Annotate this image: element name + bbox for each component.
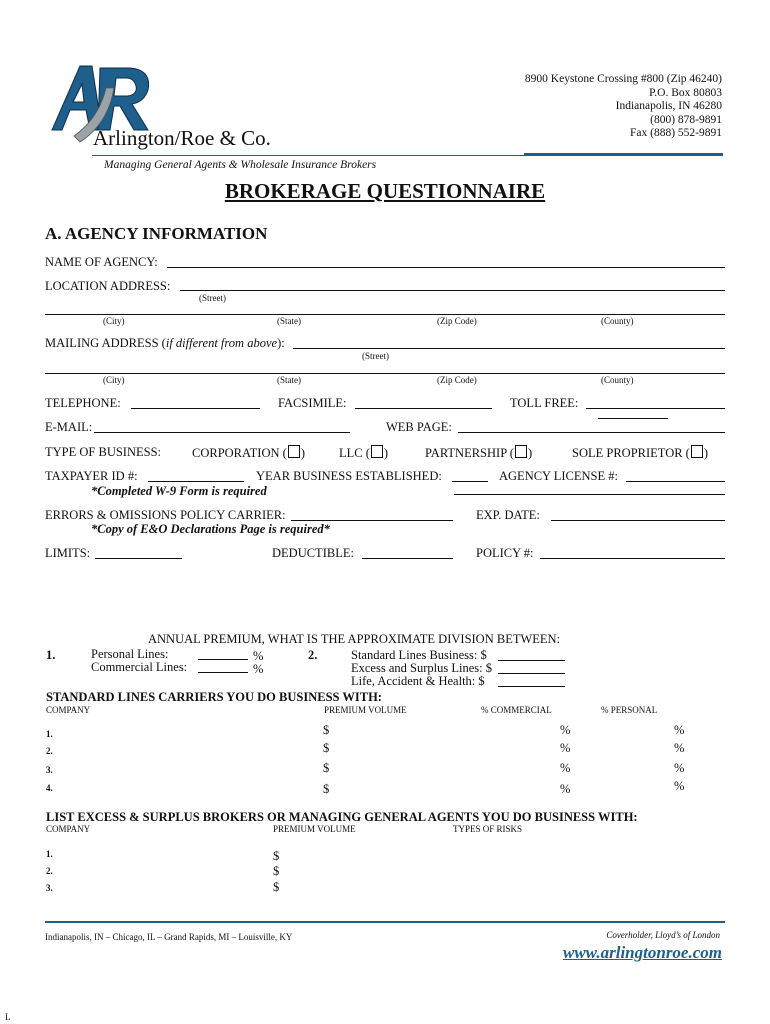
mailing-address-label: MAILING ADDRESS (if different from above): xyxy=(45,336,285,350)
standard-lines-field[interactable] xyxy=(498,660,565,661)
toll-free-field-2[interactable] xyxy=(598,418,668,419)
excess-lines-label: Excess and Surplus Lines: $ xyxy=(351,661,492,675)
county-caption: (County) xyxy=(601,375,634,385)
percent-sign: % xyxy=(674,779,685,793)
taxpayer-id-label: TAXPAYER ID #: xyxy=(45,469,138,483)
excess-lines-field[interactable] xyxy=(498,673,565,674)
toll-free-label: TOLL FREE: xyxy=(510,396,579,410)
personal-lines-field[interactable] xyxy=(198,659,248,660)
dollar-sign: $ xyxy=(273,880,280,894)
percent-sign: % xyxy=(674,741,685,755)
name-of-agency-field[interactable] xyxy=(167,267,725,268)
address-line: P.O. Box 80803 xyxy=(649,86,722,99)
column-header: PREMIUM VOLUME xyxy=(273,824,356,834)
footer-rule xyxy=(45,921,725,923)
zip-caption: (Zip Code) xyxy=(437,316,477,326)
address-line: Indianapolis, IN 46280 xyxy=(615,100,722,112)
year-established-label: YEAR BUSINESS ESTABLISHED: xyxy=(256,469,442,483)
address-line: 8900 Keystone Crossing #800 (Zip 46240) xyxy=(524,73,722,85)
percent-sign: % xyxy=(560,782,571,796)
premium-question: ANNUAL PREMIUM, WHAT IS THE APPROXIMATE DIVISION BETWEEN: xyxy=(148,632,561,646)
telephone-label: TELEPHONE: xyxy=(45,396,121,410)
state-caption: (State) xyxy=(277,375,301,385)
premium-item-1-number: 1. xyxy=(46,648,56,662)
email-label: E-MAIL: xyxy=(45,420,93,434)
zip-caption: (Zip Code) xyxy=(437,375,477,385)
percent-sign: % xyxy=(674,761,685,775)
partnership-option[interactable]: PARTNERSHIP ( ) xyxy=(425,446,533,460)
website-link[interactable]: www.arlingtonroe.com xyxy=(562,943,722,962)
city-caption: (City) xyxy=(103,375,125,385)
header-rule-left xyxy=(92,155,524,156)
state-caption: (State) xyxy=(277,316,301,326)
location-address-field[interactable] xyxy=(180,290,725,291)
column-header: COMPANY xyxy=(46,705,91,715)
commercial-lines-label: Commercial Lines: xyxy=(91,660,188,674)
corporation-option[interactable]: CORPORATION ( ) xyxy=(192,446,305,460)
street-caption: (Street) xyxy=(362,351,389,361)
dollar-sign: $ xyxy=(323,761,330,775)
row-number: 4. xyxy=(46,783,53,793)
limits-field[interactable] xyxy=(95,558,182,559)
row-number: 3. xyxy=(46,765,53,775)
tagline: Managing General Agents & Wholesale Insurance Brokers xyxy=(104,159,377,171)
dollar-sign: $ xyxy=(273,849,280,863)
eo-note: *Copy of E&O Declarations Page is required* xyxy=(91,522,330,536)
type-of-business-label: TYPE OF BUSINESS: xyxy=(45,445,161,459)
percent-sign: % xyxy=(560,723,571,737)
excess-brokers-heading: LIST EXCESS & SURPLUS BROKERS OR MANAGING GENERAL AGENTS YOU DO BUSINESS WITH: xyxy=(46,810,638,824)
sole-proprietor-checkbox[interactable] xyxy=(691,445,703,458)
life-health-label: Life, Accident & Health: $ xyxy=(351,674,485,688)
percent-sign: % xyxy=(253,649,264,663)
county-caption: (County) xyxy=(601,316,634,326)
street-caption: (Street) xyxy=(199,293,226,303)
column-header: COMPANY xyxy=(46,824,91,834)
eo-carrier-field[interactable] xyxy=(291,520,453,521)
column-header: % PERSONAL xyxy=(601,705,658,715)
name-of-agency-label: NAME OF AGENCY: xyxy=(45,255,158,269)
percent-sign: % xyxy=(674,723,685,737)
exp-date-label: EXP. DATE: xyxy=(476,508,540,522)
location-address-label: LOCATION ADDRESS: xyxy=(45,279,171,293)
dollar-sign: $ xyxy=(323,723,330,737)
personal-lines-label: Personal Lines: xyxy=(91,647,169,661)
facsimile-label: FACSIMILE: xyxy=(278,396,347,410)
deductible-field[interactable] xyxy=(362,558,453,559)
llc-checkbox[interactable] xyxy=(371,445,383,458)
header-rule-right xyxy=(524,153,723,156)
percent-sign: % xyxy=(253,662,264,676)
row-number: 2. xyxy=(46,866,53,876)
mailing-address-field[interactable] xyxy=(293,348,725,349)
policy-number-label: POLICY #: xyxy=(476,546,534,560)
column-header: PREMIUM VOLUME xyxy=(324,705,407,715)
address-block xyxy=(525,73,722,141)
location-city-field[interactable] xyxy=(45,314,725,315)
facsimile-field[interactable] xyxy=(355,408,492,409)
dollar-sign: $ xyxy=(323,741,330,755)
standard-lines-label: Standard Lines Business: $ xyxy=(351,648,487,662)
footer-coverholder: Coverholder, Lloyd’s of London xyxy=(606,930,720,940)
year-established-field[interactable] xyxy=(452,481,488,482)
page-title: BROKERAGE QUESTIONNAIRE xyxy=(224,179,546,203)
percent-sign: % xyxy=(560,761,571,775)
premium-item-2-number: 2. xyxy=(308,648,318,662)
telephone-field[interactable] xyxy=(131,408,260,409)
dollar-sign: $ xyxy=(273,864,280,878)
corner-mark: L xyxy=(5,1012,11,1022)
standard-carriers-heading: STANDARD LINES CARRIERS YOU DO BUSINESS WITH: xyxy=(46,690,382,704)
company-name: Arlington/Roe & Co. xyxy=(93,126,271,150)
taxpayer-id-field[interactable] xyxy=(148,481,244,482)
agency-license-field-2[interactable] xyxy=(454,494,725,495)
mailing-city-field[interactable] xyxy=(45,373,725,374)
web-page-field[interactable] xyxy=(458,432,725,433)
sole-proprietor-option[interactable]: SOLE PROPRIETOR ( ) xyxy=(572,446,709,460)
corporation-checkbox[interactable] xyxy=(288,445,300,458)
w9-note: *Completed W-9 Form is required xyxy=(91,484,267,498)
deductible-label: DEDUCTIBLE: xyxy=(272,546,354,560)
footer-locations: Indianapolis, IN – Chicago, IL – Grand Rapids, MI – Louisville, KY xyxy=(45,932,293,942)
section-a-heading: A. AGENCY INFORMATION xyxy=(45,224,268,243)
address-line: Fax (888) 552-9891 xyxy=(630,127,722,139)
email-field[interactable] xyxy=(94,432,350,433)
row-number: 3. xyxy=(46,883,53,893)
life-health-field[interactable] xyxy=(498,686,565,687)
percent-sign: % xyxy=(560,741,571,755)
limits-label: LIMITS: xyxy=(45,546,91,560)
dollar-sign: $ xyxy=(323,782,330,796)
column-header: TYPES OF RISKS xyxy=(453,824,523,834)
eo-carrier-label: ERRORS & OMISSIONS POLICY CARRIER: xyxy=(45,508,286,522)
agency-license-label: AGENCY LICENSE #: xyxy=(499,469,618,483)
city-caption: (City) xyxy=(103,316,125,326)
partnership-checkbox[interactable] xyxy=(515,445,527,458)
column-header: % COMMERCIAL xyxy=(481,705,552,715)
row-number: 1. xyxy=(46,849,53,859)
policy-number-field[interactable] xyxy=(540,558,725,559)
row-number: 1. xyxy=(46,729,53,739)
agency-license-field[interactable] xyxy=(626,481,725,482)
row-number: 2. xyxy=(46,746,53,756)
web-page-label: WEB PAGE: xyxy=(386,420,452,434)
address-line: (800) 878-9891 xyxy=(650,113,722,126)
exp-date-field[interactable] xyxy=(551,520,725,521)
toll-free-field[interactable] xyxy=(586,408,725,409)
llc-option[interactable]: LLC ( ) xyxy=(339,446,389,460)
commercial-lines-field[interactable] xyxy=(198,672,248,673)
